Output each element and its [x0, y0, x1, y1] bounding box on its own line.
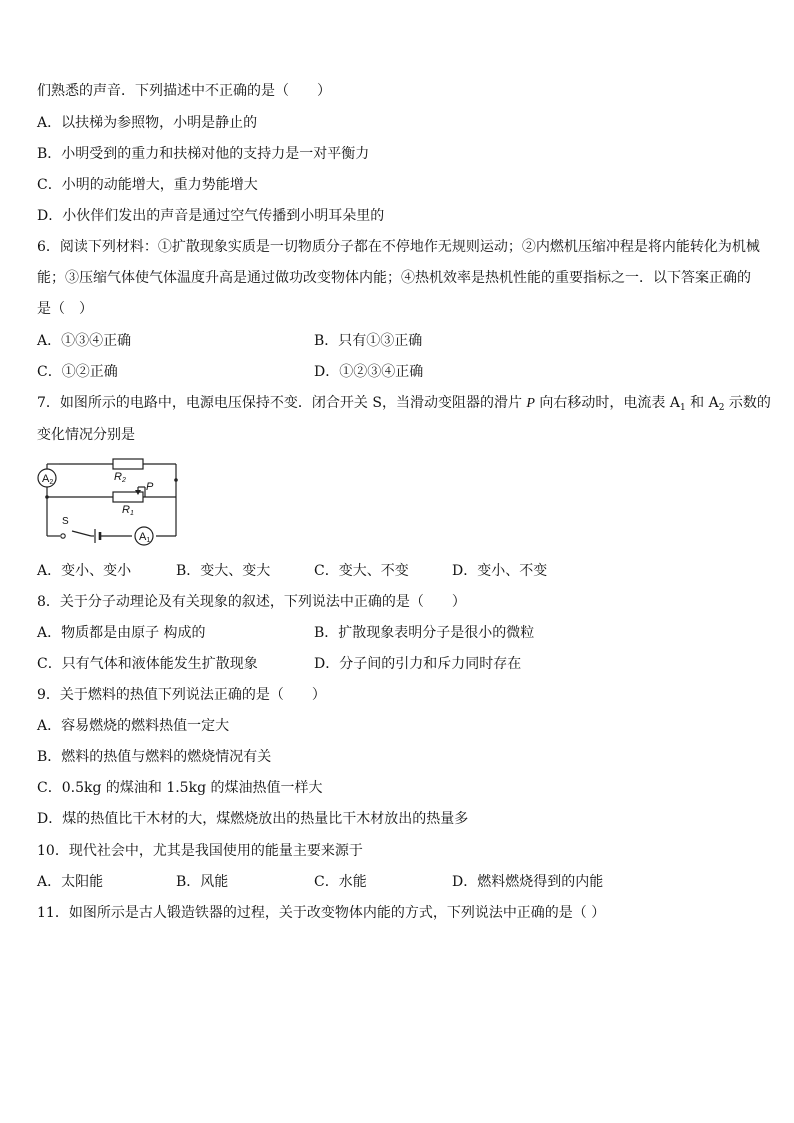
q5-option-b: B．小明受到的重力和扶梯对他的支持力是一对平衡力: [37, 146, 370, 162]
switch-blade: [72, 531, 91, 536]
q9-option-c: C．0.5kg 的煤油和 1.5kg 的煤油热值一样大: [37, 780, 323, 796]
ammeter-a1-label: A1: [139, 531, 151, 544]
circuit-diagram: [34, 455, 184, 551]
q5-stem-end: 们熟悉的声音．下列描述中不正确的是（ ）: [37, 83, 331, 99]
q10-option-b: B．风能: [176, 874, 229, 890]
q6-option-b: B．只有①③正确: [314, 333, 423, 349]
q6-option-a: A．①③④正确: [37, 333, 132, 349]
q7-stem-part-a: 7．如图所示的电路中，电源电压保持不变．闭合开关 S，当滑动变阻器的滑片: [37, 395, 527, 411]
q9-stem: 9．关于燃料的热值下列说法正确的是（ ）: [37, 687, 326, 703]
q9-option-b: B．燃料的热值与燃料的燃烧情况有关: [37, 749, 272, 765]
q10-stem: 10．现代社会中，尤其是我国使用的能量主要来源于: [37, 843, 363, 859]
q7-option-d: D．变小、不变: [452, 563, 548, 579]
q6-stem-line3: 是（ ）: [37, 301, 93, 317]
q7-option-b: B．变大、变大: [176, 563, 271, 579]
q6-option-d: D．①②③④正确: [314, 364, 424, 380]
slider-p-label: P: [146, 481, 154, 493]
q7-stem-part-b: 向右移动时，电流表 A: [534, 395, 680, 411]
ammeter-a2-label: A2: [42, 473, 54, 486]
q10-option-d: D．燃料燃烧得到的内能: [452, 874, 604, 890]
q10-option-c: C．水能: [314, 874, 367, 890]
q6-stem-line2: 能；③压缩气体使气体温度升高是通过做功改变物体内能；④热机效率是热机性能的重要指标之一．以下答案正确的: [37, 270, 751, 286]
q7-stem-part-d: 示数的: [724, 395, 771, 411]
r1-label: R1: [122, 504, 134, 517]
q8-option-b: B．扩散现象表明分子是很小的微粒: [314, 625, 535, 641]
q7-option-a: A．变小、变小: [37, 563, 132, 579]
q8-option-a: A．物质都是由原子 构成的: [37, 625, 206, 641]
r2-label: R2: [114, 471, 126, 484]
q5-option-d: D．小伙伴们发出的声音是通过空气传播到小明耳朵里的: [37, 208, 385, 224]
switch-s-label: S: [62, 516, 69, 527]
q8-option-d: D．分子间的引力和斥力同时存在: [314, 656, 522, 672]
q8-stem: 8．关于分子动理论及有关现象的叙述，下列说法中正确的是（ ）: [37, 594, 466, 610]
q7-stem-sub1: 1: [679, 403, 686, 413]
switch-contact-left: [61, 534, 65, 538]
q7-stem-part-c: 和 A: [685, 395, 719, 411]
q7-stem-line1: [37, 396, 771, 413]
q5-option-a: A．以扶梯为参照物，小明是静止的: [37, 115, 258, 131]
q6-stem-line1: 6．阅读下列材料：①扩散现象实质是一切物质分子都在不停地作无规则运动；②内燃机压缩冲程是将内能转化为机械: [37, 239, 760, 255]
q6-option-c: C．①②正确: [37, 364, 118, 380]
q10-option-a: A．太阳能: [37, 874, 104, 890]
node-right: [174, 478, 178, 482]
q9-option-a: A．容易燃烧的燃料热值一定大: [37, 718, 230, 734]
q7-stem-line2: 变化情况分别是: [37, 427, 135, 443]
q11-stem: 11．如图所示是古人锻造铁器的过程，关于改变物体内能的方式，下列说法中正确的是（ ）: [37, 905, 606, 921]
node-left: [45, 495, 49, 499]
q5-option-c: C．小明的动能增大，重力势能增大: [37, 177, 258, 193]
q7-option-c: C．变大、不变: [314, 563, 409, 579]
q9-option-d: D．煤的热值比干木材的大，煤燃烧放出的热量比干木材放出的热量多: [37, 811, 469, 827]
q7-stem-slider-p: P: [526, 396, 535, 411]
q7-stem-sub2: 2: [718, 403, 725, 413]
q8-option-c: C．只有气体和液体能发生扩散现象: [37, 656, 258, 672]
resistor-r2: [113, 459, 143, 469]
